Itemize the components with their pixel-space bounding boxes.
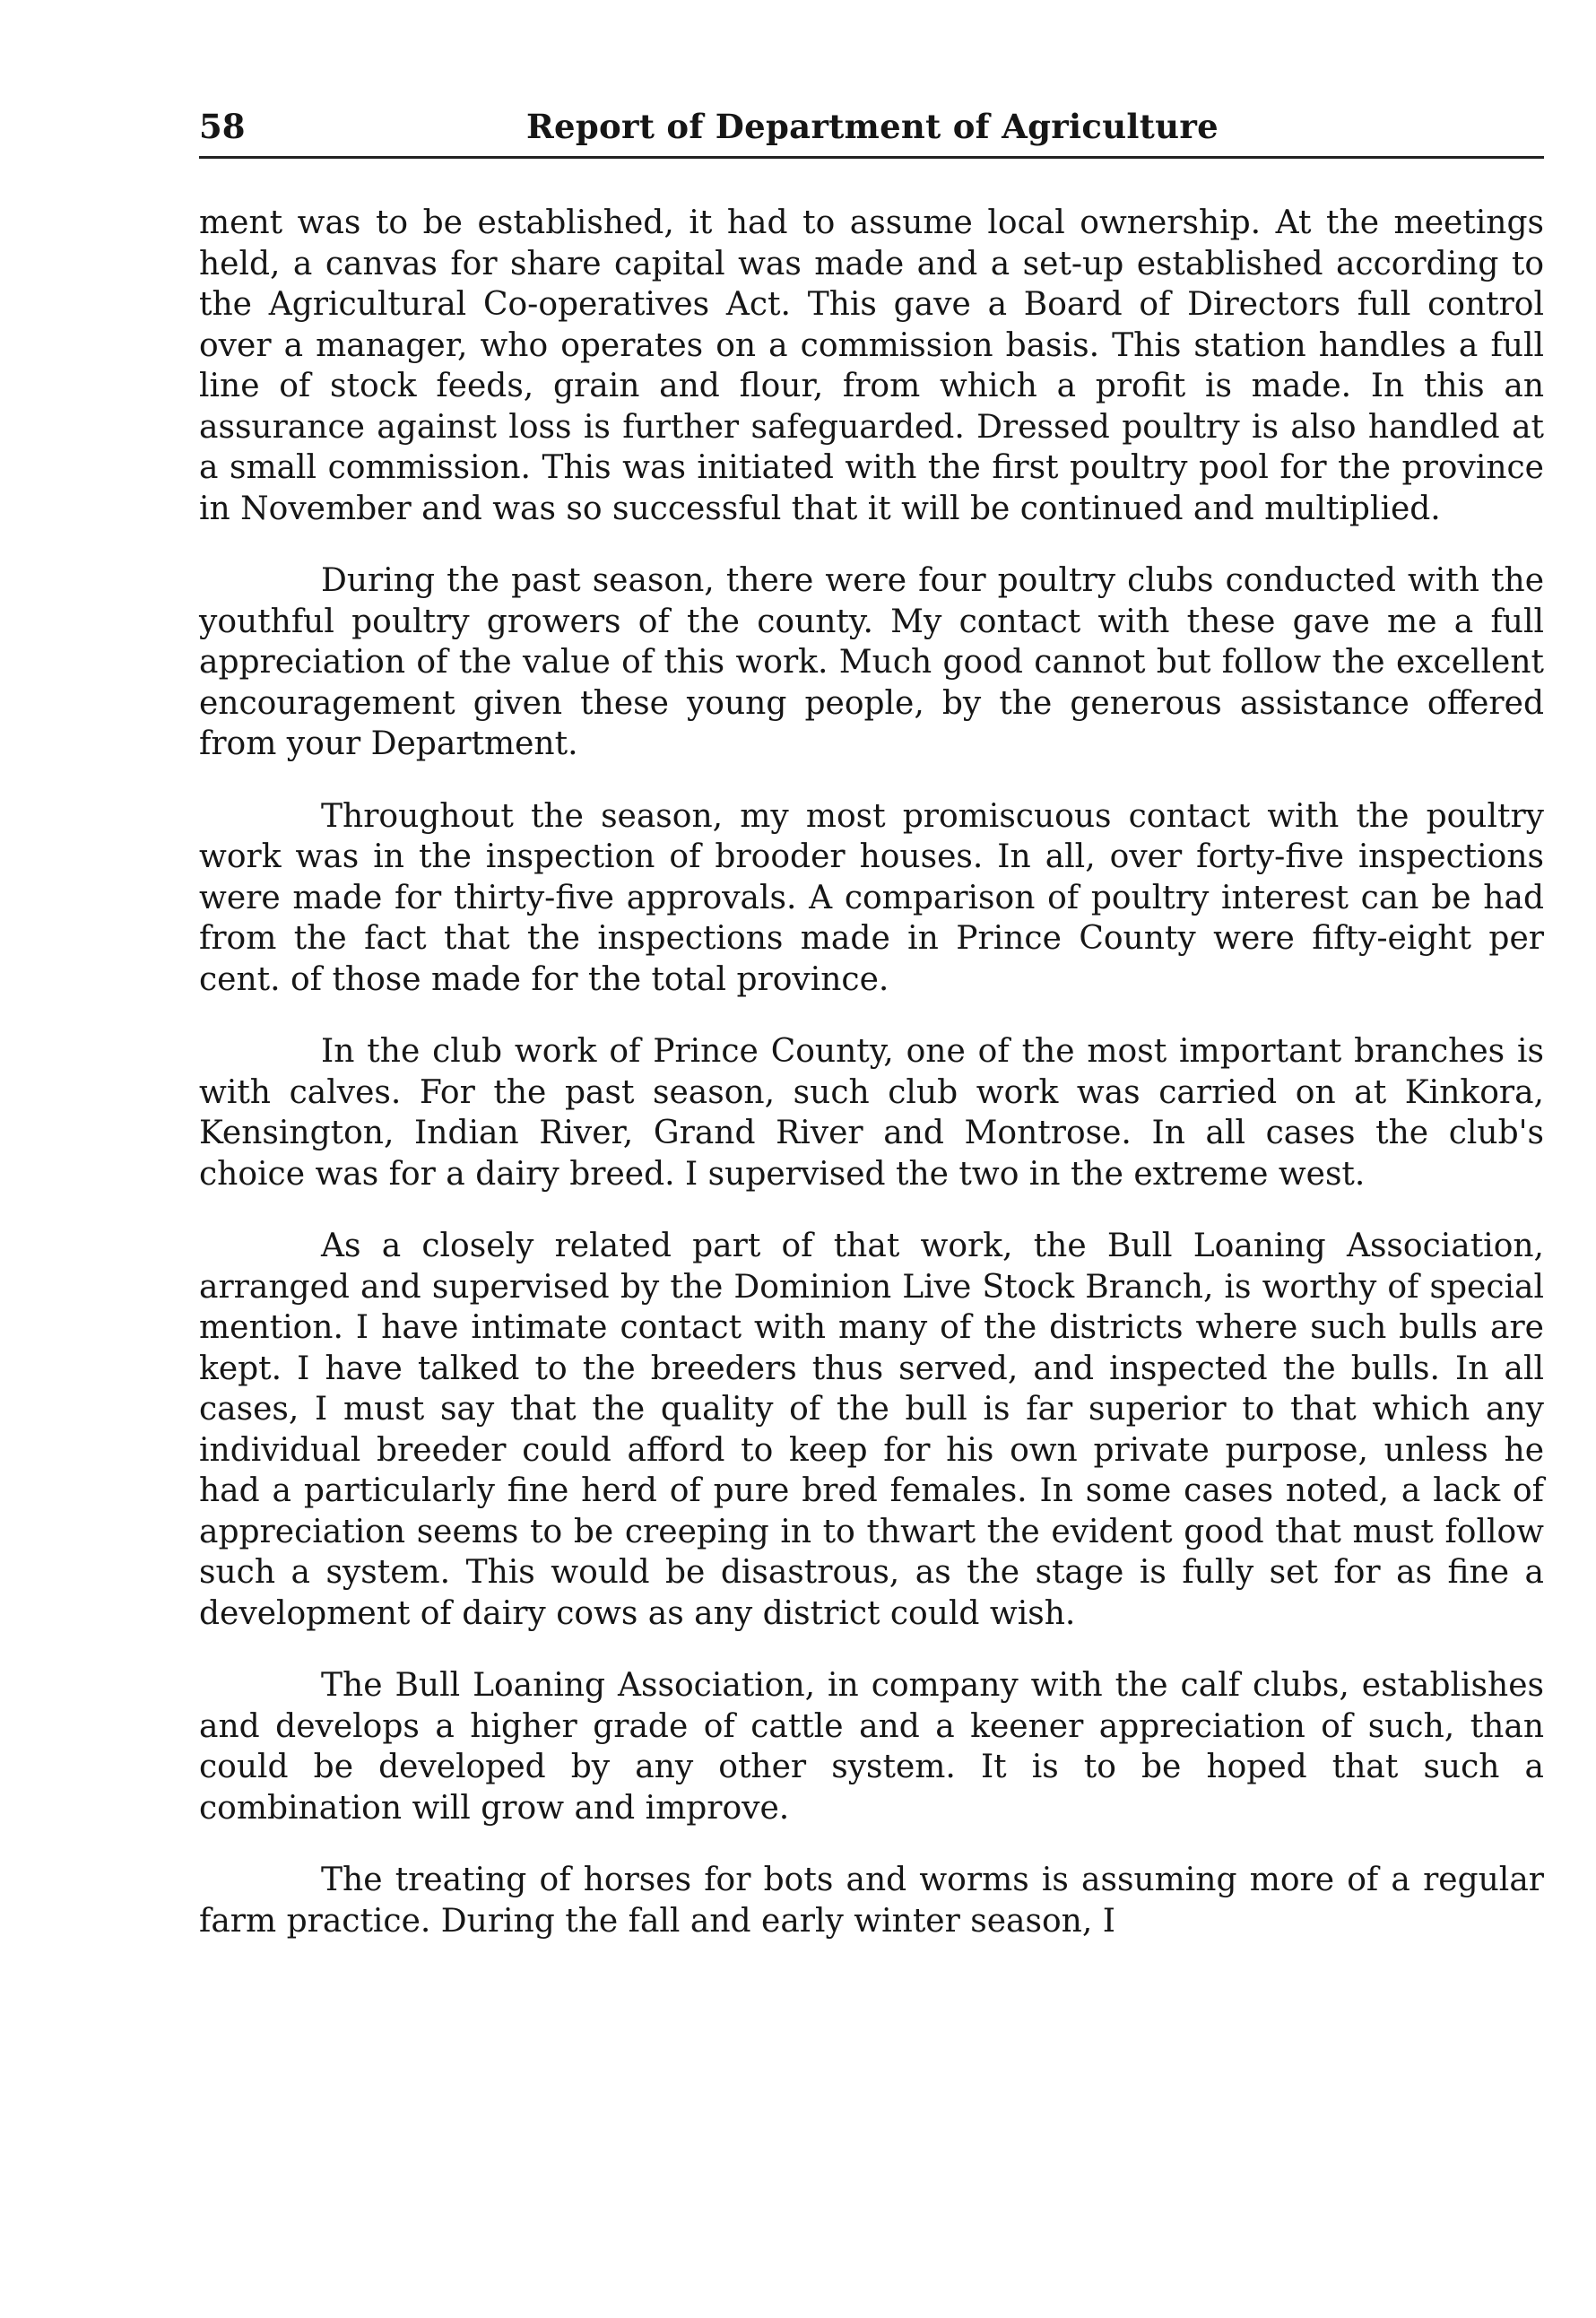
paragraph-bull-loaning-benefits: The Bull Loaning Association, in company with the calf clubs, establishes and develops a higher grade of cattle and a keener appreciation of such, than could be developed by any other system. It is to be hoped that such a combination will grow and improve. [199,1667,1544,1827]
header-rule [199,156,1544,159]
body-text [199,203,1544,1973]
paragraph-bull-loaning: As a closely related part of that work, the Bull Loaning Association, arranged and supervised by the Dominion Live Stock Branch, is worthy of special mention. I have intimate contact with many of the districts where such bulls are kept. I have talked to the breeders thus served, and inspected the bulls. In all cases, I must say that the quality of the bull is far superior to that which any individual breeder could afford to keep for his own private purpose, unless he had a particularly fine herd of pure bred females. In some cases noted, a lack of appreciation seems to be creeping in to thwart the evident good that must follow such a system. This would be disastrous, as the stage is fully set for as fine a development of dairy cows as any district could wish. [199,1228,1544,1632]
running-title: Report of Department of Agriculture [526,107,1219,146]
page-number: 58 [199,107,246,146]
paragraph-calf-clubs: In the club work of Prince County, one of the most important branches is with calves. For the past season, such club work was carried on at Kinkora, Kensington, Indian River, Grand River and Montrose. In all cases the club's choice was for a dairy breed. I supervised the two in the extreme west. [199,1033,1544,1193]
paragraph-brooder-inspections: Throughout the season, my most promiscuous contact with the poultry work was in the inspection of brooder houses. In all, over forty-five inspections were made for thirty-five approvals. A comparison of poultry interest can be had from the fact that the inspections made in Prince County were fifty-eight per cent. of those made for the total province. [199,797,1544,998]
paragraph-poultry-clubs: During the past season, there were four poultry clubs conducted with the youthful poultry growers of the county. My contact with these gave me a full appreciation of the value of this work. Much good cannot but follow the excellent encouragement given these young people, by the generous assistance offered from your Department. [199,562,1544,762]
paragraph-continuation: ment was to be established, it had to assume local ownership. At the meetings held, a canvas for share capital was made and a set-up established according to the Agricultural Co-operatives Act. This gave a Board of Directors full control over a manager, who operates on a commission basis. This station handles a full line of stock feeds, grain and flour, from which a profit is made. In this an assurance against loss is further safeguarded. Dressed poultry is also handled at a small commission. This was initiated with the first poultry pool for the province in November and was so successful that it will be continued and multiplied. [199,204,1544,527]
page-header [199,100,1544,152]
paragraph-horse-treatment: The treating of horses for bots and worms is assuming more of a regular farm practice. During the fall and early winter season, I [199,1862,1544,1940]
